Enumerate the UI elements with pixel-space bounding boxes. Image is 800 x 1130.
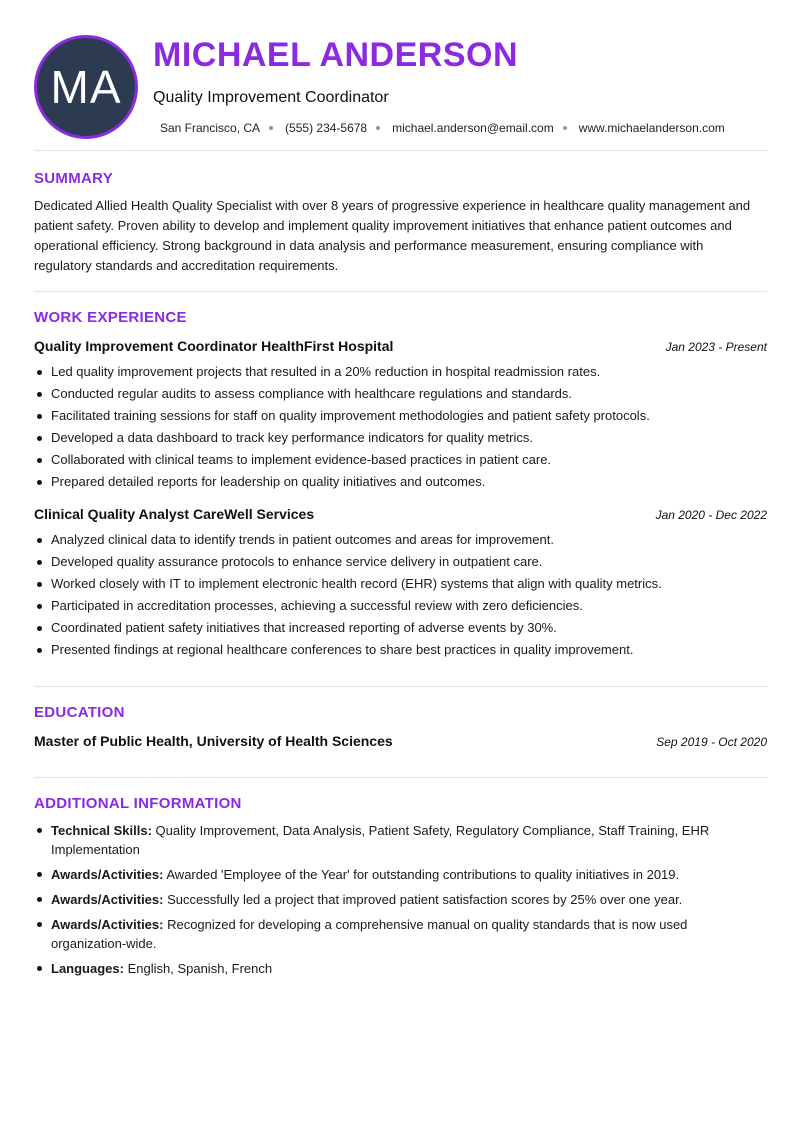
list-item: Coordinated patient safety initiatives that increased reporting of adverse events by 30%. bbox=[34, 620, 764, 636]
info-text: Awarded 'Employee of the Year' for outstanding contributions to quality initiatives in 2019. bbox=[163, 867, 680, 882]
job-role: Clinical Quality Analyst CareWell Services bbox=[34, 506, 315, 522]
section-divider bbox=[34, 777, 767, 778]
contact-location: San Francisco, CA bbox=[160, 121, 261, 135]
additional-info-list bbox=[34, 821, 764, 984]
list-item bbox=[34, 821, 764, 859]
resume-header bbox=[0, 0, 800, 150]
list-item bbox=[34, 890, 764, 909]
education-heading: EDUCATION bbox=[34, 704, 125, 721]
info-label: Awards/Activities: bbox=[51, 892, 164, 907]
list-item bbox=[34, 915, 764, 953]
education-entry bbox=[34, 733, 767, 749]
info-label: Awards/Activities: bbox=[51, 867, 164, 882]
info-text: Quality Improvement, Data Analysis, Patient Safety, Regulatory Compliance, Staff Training, EHR Implementation bbox=[51, 823, 710, 857]
work-experience-heading: WORK EXPERIENCE bbox=[34, 309, 187, 326]
contact-website[interactable]: www.michaelanderson.com bbox=[578, 121, 725, 135]
section-divider bbox=[34, 150, 767, 151]
list-item: Developed quality assurance protocols to enhance service delivery in outpatient care. bbox=[34, 554, 764, 570]
separator-dot-icon bbox=[376, 126, 380, 130]
list-item: Participated in accreditation processes, achieving a successful review with zero deficiencies. bbox=[34, 598, 764, 614]
job-dates: Jan 2020 - Dec 2022 bbox=[655, 508, 767, 522]
list-item: Analyzed clinical data to identify trends in patient outcomes and areas for improvement. bbox=[34, 532, 764, 548]
separator-dot-icon bbox=[563, 126, 567, 130]
job-role: Quality Improvement Coordinator HealthFirst Hospital bbox=[34, 338, 394, 354]
info-label: Awards/Activities: bbox=[51, 917, 164, 932]
list-item bbox=[34, 865, 764, 884]
section-divider bbox=[34, 291, 767, 292]
info-text: Successfully led a project that improved patient satisfaction scores by 25% over one year. bbox=[163, 892, 683, 907]
list-item: Presented findings at regional healthcare conferences to share best practices in quality improvement. bbox=[34, 642, 764, 658]
candidate-title: Quality Improvement Coordinator bbox=[153, 89, 389, 106]
job-bullet-list bbox=[34, 532, 764, 664]
info-text: Recognized for developing a comprehensive manual on quality standards that is now used organization-wide. bbox=[51, 917, 688, 951]
education-degree: Master of Public Health, University of Health Sciences bbox=[34, 733, 393, 749]
summary-heading: SUMMARY bbox=[34, 170, 114, 187]
separator-dot-icon bbox=[269, 126, 273, 130]
job-bullet-list bbox=[34, 364, 764, 496]
job-dates: Jan 2023 - Present bbox=[665, 340, 767, 354]
list-item: Collaborated with clinical teams to implement evidence-based practices in patient care. bbox=[34, 452, 764, 468]
candidate-name: MICHAEL ANDERSON bbox=[153, 36, 519, 74]
contact-email[interactable]: michael.anderson@email.com bbox=[392, 121, 554, 135]
job-header bbox=[34, 506, 767, 522]
list-item: Prepared detailed reports for leadership on quality initiatives and outcomes. bbox=[34, 474, 764, 490]
education-dates: Sep 2019 - Oct 2020 bbox=[656, 735, 767, 749]
info-label: Languages: bbox=[51, 961, 124, 976]
section-divider bbox=[34, 686, 767, 687]
list-item: Led quality improvement projects that resulted in a 20% reduction in hospital readmission rates. bbox=[34, 364, 764, 380]
summary-text: Dedicated Allied Health Quality Specialist with over 8 years of progressive experience in healthcare quality management and patient safety. Proven ability to develop and implement quality improvement initiatives that enhance patient outcomes and operational efficiency. Strong background in data analysis and performance measurement, ensuring compliance with regulatory standards and accreditation requirements. bbox=[34, 198, 751, 273]
info-text: English, Spanish, French bbox=[123, 961, 273, 976]
info-label: Technical Skills: bbox=[51, 823, 152, 838]
list-item: Developed a data dashboard to track key performance indicators for quality metrics. bbox=[34, 430, 764, 446]
additional-info-heading: ADDITIONAL INFORMATION bbox=[34, 795, 242, 812]
list-item: Facilitated training sessions for staff on quality improvement methodologies and patient safety protocols. bbox=[34, 408, 764, 424]
list-item bbox=[34, 959, 764, 978]
contact-phone: (555) 234-5678 bbox=[285, 121, 368, 135]
list-item: Conducted regular audits to assess compliance with healthcare regulations and standards. bbox=[34, 386, 764, 402]
job-header bbox=[34, 338, 767, 354]
list-item: Worked closely with IT to implement electronic health record (EHR) systems that align with quality metrics. bbox=[34, 576, 764, 592]
contact-line bbox=[160, 121, 725, 135]
avatar bbox=[34, 35, 138, 139]
avatar-initials: MA bbox=[50, 61, 122, 113]
